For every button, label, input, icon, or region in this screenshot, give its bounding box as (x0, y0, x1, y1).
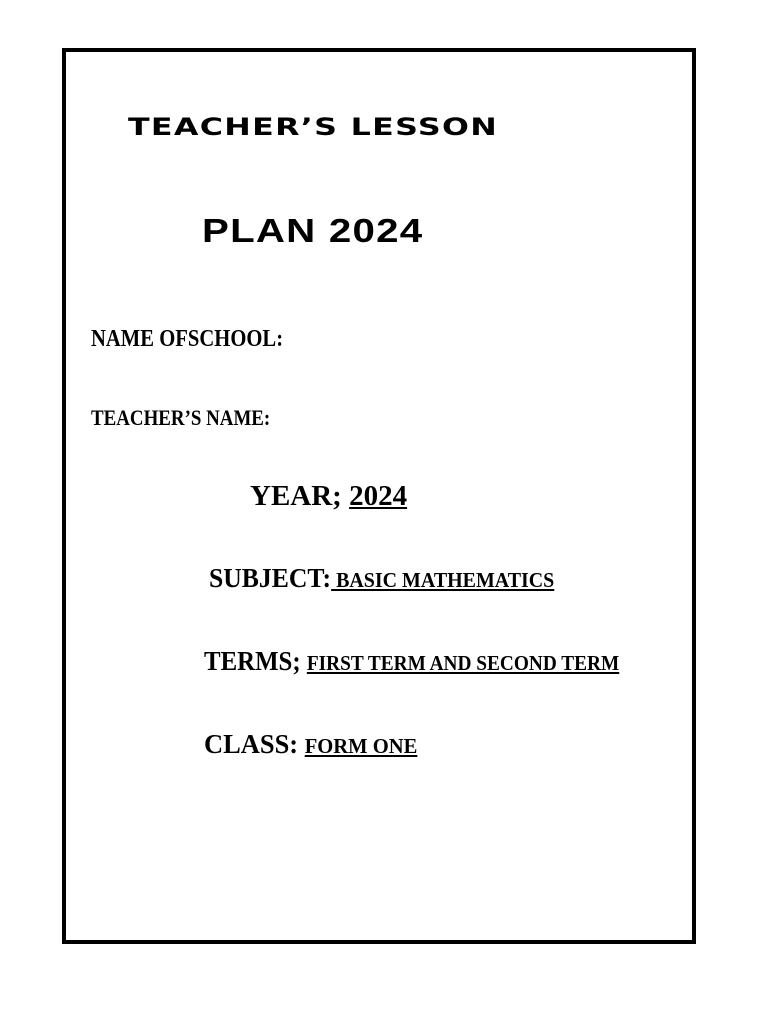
class-label: CLASS: (204, 729, 305, 759)
school-name-label: NAME OFSCHOOL: (91, 326, 284, 352)
terms-value: FIRST TERM AND SECOND TERM (306, 651, 620, 675)
subject-field (209, 565, 554, 592)
title-line-1: TEACHER’S LESSON (128, 113, 499, 141)
teacher-name-label: TEACHER’S NAME: (91, 405, 271, 430)
class-field (204, 731, 417, 758)
year-label: YEAR; (250, 480, 350, 512)
year-value: 2024 (349, 480, 408, 512)
title-line-2: PLAN 2024 (202, 212, 424, 249)
subject-value: BASIC MATHEMATICS (331, 568, 555, 592)
class-value: FORM ONE (304, 734, 418, 758)
teacher-name-field (91, 407, 270, 429)
subject-label: SUBJECT: (209, 563, 332, 593)
year-field (250, 482, 407, 511)
school-name-field (91, 327, 283, 351)
terms-field (204, 648, 619, 675)
terms-label: TERMS; (204, 646, 307, 676)
